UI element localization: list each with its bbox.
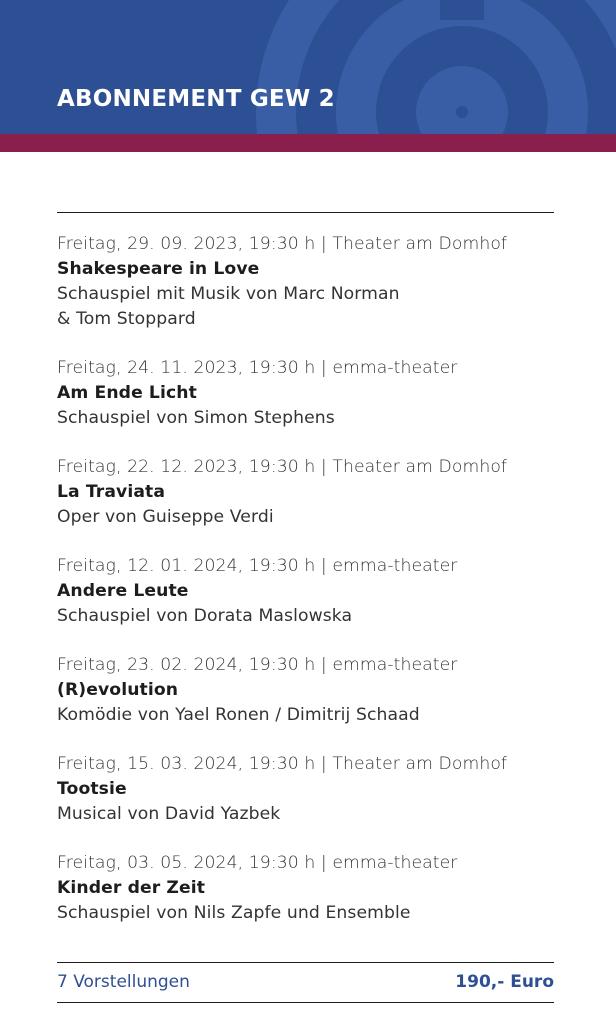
event-date-venue: Freitag, 23. 02. 2024, 19:30 h | emma-theater <box>57 655 458 675</box>
event-title: Kinder der Zeit <box>57 878 206 898</box>
top-divider <box>57 212 554 213</box>
header-banner <box>0 0 616 134</box>
event-list <box>57 232 557 950</box>
event-description: Schauspiel mit Musik von Marc Norman & Tom Stoppard <box>57 284 400 329</box>
performance-count: 7 Vorstellungen <box>57 972 190 992</box>
footer-top-divider <box>57 962 554 963</box>
event-description: Schauspiel von Dorata Maslowska <box>57 606 353 626</box>
event-title: Am Ende Licht <box>57 383 197 403</box>
event-description: Oper von Guiseppe Verdi <box>57 507 274 527</box>
event-item <box>57 653 557 728</box>
event-item <box>57 455 557 530</box>
event-date-venue: Freitag, 24. 11. 2023, 19:30 h | emma-theater <box>57 358 458 378</box>
event-date-venue: Freitag, 29. 09. 2023, 19:30 h | Theater am Domhof <box>57 234 508 254</box>
footer-bottom-divider <box>57 1002 554 1003</box>
event-item <box>57 232 557 332</box>
event-title: Tootsie <box>57 779 127 799</box>
event-date-venue: Freitag, 15. 03. 2024, 19:30 h | Theater am Domhof <box>57 754 508 774</box>
page-title: ABONNEMENT GEW 2 <box>57 86 335 112</box>
event-item <box>57 752 557 827</box>
event-date-venue: Freitag, 03. 05. 2024, 19:30 h | emma-theater <box>57 853 458 873</box>
subscription-price: 190,- Euro <box>455 972 554 992</box>
accent-band <box>0 134 616 152</box>
event-description: Schauspiel von Simon Stephens <box>57 408 335 428</box>
event-item <box>57 554 557 629</box>
event-title: Shakespeare in Love <box>57 259 260 279</box>
footer-summary <box>57 968 554 996</box>
event-description: Musical von David Yazbek <box>57 804 281 824</box>
event-description: Komödie von Yael Ronen / Dimitrij Schaad <box>57 705 420 725</box>
event-item <box>57 356 557 431</box>
event-item <box>57 851 557 926</box>
event-title: La Traviata <box>57 482 166 502</box>
event-date-venue: Freitag, 22. 12. 2023, 19:30 h | Theater am Domhof <box>57 457 508 477</box>
event-date-venue: Freitag, 12. 01. 2024, 19:30 h | emma-theater <box>57 556 458 576</box>
event-title: (R)evolution <box>57 680 179 700</box>
event-description: Schauspiel von Nils Zapfe und Ensemble <box>57 903 411 923</box>
event-title: Andere Leute <box>57 581 189 601</box>
